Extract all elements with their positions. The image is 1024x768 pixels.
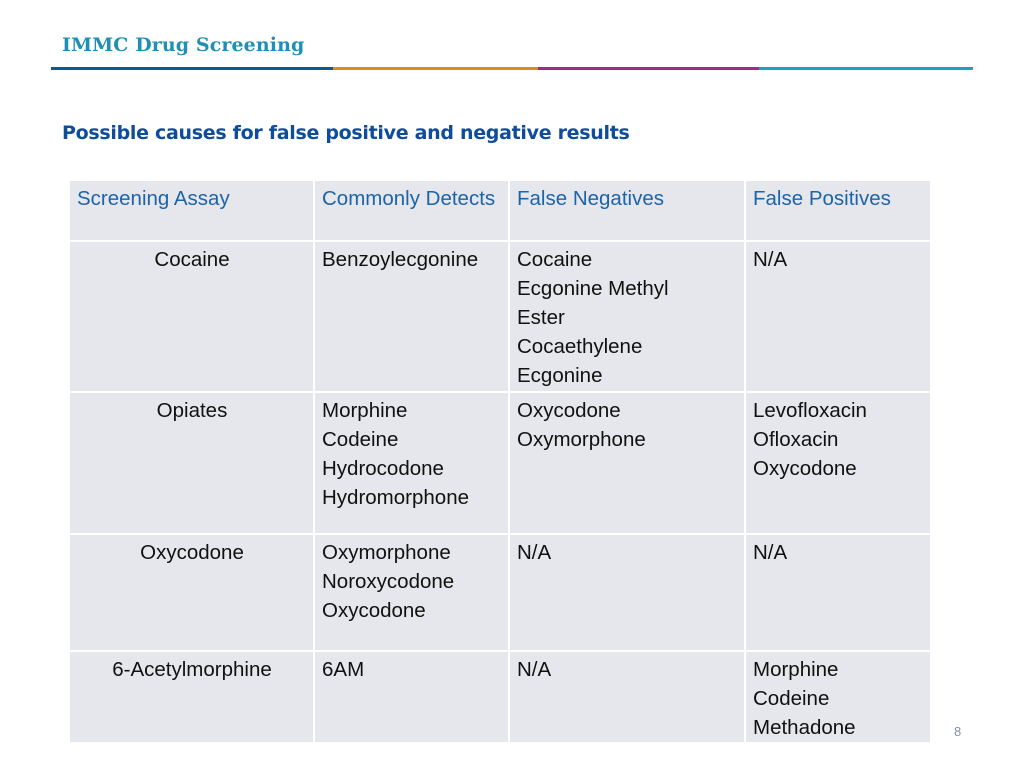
false-positives-cell (745, 534, 931, 651)
detects-item: Oxycodone (322, 599, 426, 622)
false-positive-item: Ofloxacin (753, 428, 839, 451)
page-number: 8 (954, 724, 962, 739)
table-row (69, 534, 931, 651)
false-negative-item: N/A (517, 541, 552, 564)
detects-item: Noroxycodone (322, 570, 455, 593)
table-row (69, 241, 931, 392)
false-positive-item: Oxycodone (753, 457, 857, 480)
detects-cell (314, 651, 509, 743)
assay-cell: 6-Acetylmorphine (69, 651, 314, 743)
false-negative-item: Cocaine (517, 248, 593, 271)
false-negative-item: Ecgonine Methyl (517, 277, 669, 300)
false-positives-cell (745, 241, 931, 392)
false-positive-item: Levofloxacin (753, 399, 867, 422)
assay-cell: Cocaine (69, 241, 314, 392)
rule-segment-blue (51, 67, 333, 70)
detects-item: Codeine (322, 428, 399, 451)
assay-cell: Opiates (69, 392, 314, 534)
false-negative-item: Oxymorphone (517, 428, 646, 451)
header-rule (51, 67, 973, 70)
column-header-commonly-detects: Commonly Detects (314, 180, 509, 241)
false-positive-item: Morphine (753, 658, 839, 681)
false-positive-item: Methadone (753, 716, 856, 739)
detects-item: Oxymorphone (322, 541, 451, 564)
table-header-row (69, 180, 931, 241)
detects-cell (314, 534, 509, 651)
detects-cell (314, 392, 509, 534)
header-title: IMMC Drug Screening (62, 34, 305, 56)
false-positive-item: N/A (753, 541, 788, 564)
rule-segment-orange (333, 67, 538, 70)
column-header-screening-assay: Screening Assay (69, 180, 314, 241)
detects-item: Hydrocodone (322, 457, 444, 480)
false-positives-cell (745, 392, 931, 534)
false-negatives-cell (509, 651, 745, 743)
false-negative-item: Cocaethylene (517, 335, 643, 358)
drug-screening-table (68, 179, 932, 744)
false-negative-item: Ecgonine (517, 364, 603, 387)
assay-cell: Oxycodone (69, 534, 314, 651)
slide-heading: Possible causes for false positive and negative results (62, 122, 630, 144)
table-row (69, 392, 931, 534)
false-positive-item: N/A (753, 248, 788, 271)
detects-item: Benzoylecgonine (322, 248, 479, 271)
rule-segment-teal (759, 67, 973, 70)
false-negative-item: Oxycodone (517, 399, 621, 422)
detects-item: Hydromorphone (322, 486, 469, 509)
false-negatives-cell (509, 241, 745, 392)
false-positive-item: Codeine (753, 687, 830, 710)
detects-item: 6AM (322, 658, 365, 681)
detects-item: Morphine (322, 399, 408, 422)
table-row (69, 651, 931, 743)
false-negatives-cell (509, 534, 745, 651)
detects-cell (314, 241, 509, 392)
column-header-false-negatives: False Negatives (509, 180, 745, 241)
false-negative-item: N/A (517, 658, 552, 681)
false-positives-cell (745, 651, 931, 743)
false-negative-item: Ester (517, 306, 565, 329)
column-header-false-positives: False Positives (745, 180, 931, 241)
false-negatives-cell (509, 392, 745, 534)
rule-segment-purple (538, 67, 759, 70)
